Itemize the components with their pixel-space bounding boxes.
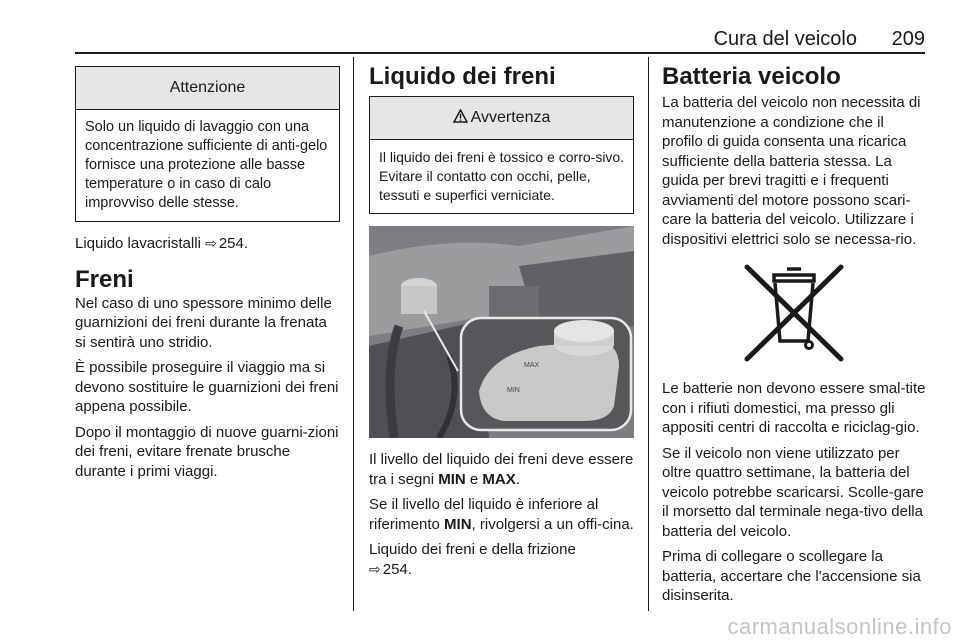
warning-body: Il liquido dei freni è tossico e corro-sivo. Evitare il contatto con occhi, pelle, tessuti e superfici verniciate.: [379, 149, 625, 203]
warning-title: Avvertenza: [370, 97, 633, 140]
battery-paragraph-3: Se il veicolo non viene utilizzato per oltre quattro settimane, la batteria del veicolo potrebbe scaricarsi. Scolle-gare il morsetto dal terminale nega-tivo della batteria del veicolo.: [662, 444, 924, 540]
attention-body: Solo un liquido di lavaggio con una concentrazione sufficiente di anti-gelo fornisce una protezione alle basse temperature o in caso di calo improvviso delle stesse.: [85, 119, 328, 211]
column-divider: [648, 57, 649, 611]
freni-paragraph-2: È possibile proseguire il viaggio ma si devono sostituire le guarnizioni dei freni appena possibile.: [75, 359, 339, 415]
brake-low-paragraph: Se il livello del liquido è inferiore al riferimento MIN, rivolgersi a un offi-cina.: [369, 496, 634, 533]
min-mark: MIN: [438, 470, 466, 488]
freni-paragraph-3: Dopo il montaggio di nuove guarni-zioni dei freni, evitare frenate brusche durante i primi viaggi.: [75, 423, 339, 480]
column-middle: [369, 56, 634, 579]
min-mark: MIN: [444, 515, 472, 533]
warning-box: [369, 96, 634, 214]
battery-paragraph-2: Le batterie non devono essere smal-tite con i rifiuti domestici, ma presso gli appositi centri di raccolta e riciclag-gio.: [662, 380, 926, 436]
section-title: Cura del veicolo: [713, 28, 857, 50]
column-right: [662, 56, 926, 606]
page-number: 209: [891, 28, 925, 50]
washer-fluid-reference[interactable]: Liquido lavacristalli ⇨ 254.: [75, 235, 249, 252]
brake-fluid-reservoir-image: [369, 226, 634, 438]
reference-arrow-icon: ⇨: [205, 235, 217, 251]
reference-arrow-icon: ⇨: [369, 560, 381, 577]
column-left: [75, 56, 340, 481]
freni-paragraph-1: Nel caso di uno spessore minimo delle guarnizioni dei freni durante la frenata si sentirà uno stridio.: [75, 294, 332, 351]
brake-clutch-fluid-reference[interactable]: Liquido dei freni e della frizione ⇨ 254.: [369, 541, 576, 578]
column-divider: [353, 57, 354, 611]
battery-paragraph-4: Prima di collegare o scollegare la batteria, accertare che l'accensione sia disinserita.: [662, 548, 921, 604]
watermark: carmanualsonline.info: [727, 614, 952, 639]
header-rule: [75, 52, 925, 54]
bin-icon-wrap: [662, 261, 926, 365]
svg-text:MAX: MAX: [524, 362, 540, 369]
crossed-out-wheelie-bin-icon: [739, 261, 849, 365]
warning-triangle-icon: [453, 109, 468, 128]
page-header: [75, 26, 925, 54]
battery-heading: Batteria veicolo: [662, 63, 841, 90]
brake-fluid-heading: Liquido dei freni: [369, 63, 556, 90]
battery-paragraph-1: La batteria del veicolo non necessita di manutenzione a condizione che il profilo di guida consenta una ricarica sufficiente della batteria stessa. La guida per brevi tragitti e i frequenti avviamenti del motore possono scari-care la batteria del veicolo. Utilizzare i dispositivi elettrici solo se necessa-rio.: [662, 94, 921, 248]
attention-title: Attenzione: [76, 67, 339, 110]
attention-box: [75, 66, 340, 222]
svg-text:MIN: MIN: [507, 387, 520, 394]
freni-heading: Freni: [75, 265, 134, 293]
brake-level-paragraph: Il livello del liquido dei freni deve essere tra i segni MIN e MAX.: [369, 451, 634, 488]
max-mark: MAX: [482, 470, 516, 488]
